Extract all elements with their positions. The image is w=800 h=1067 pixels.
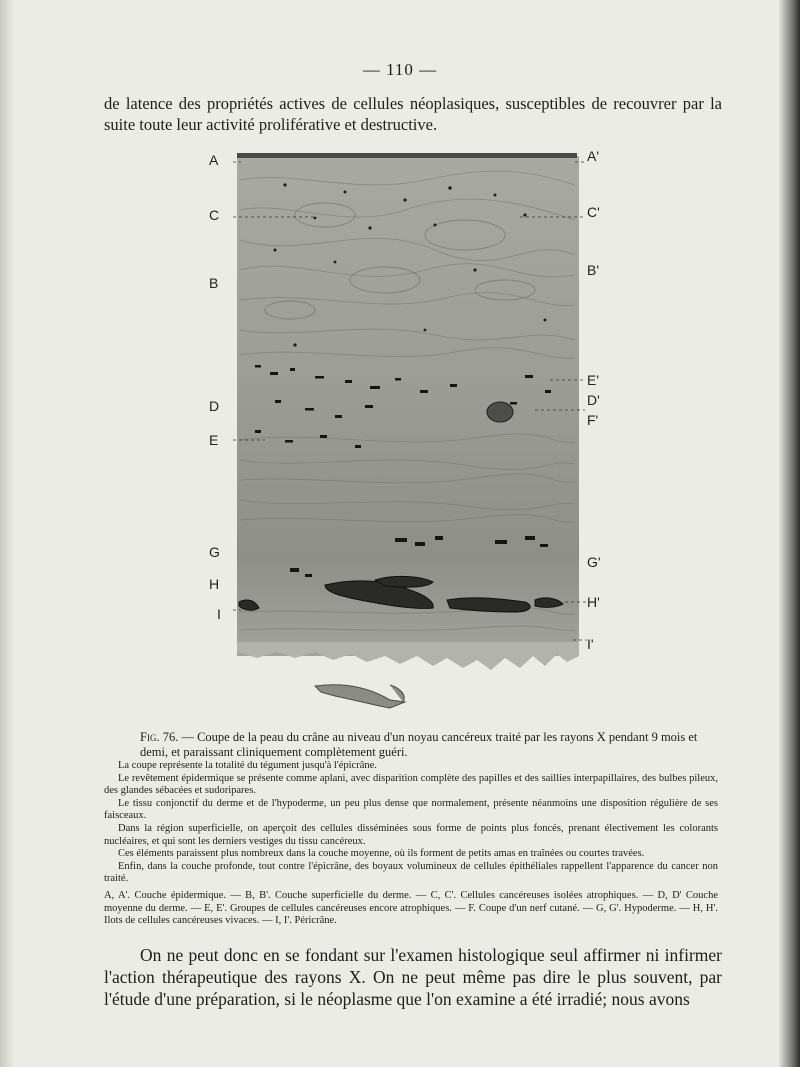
figure-legend: A, A'. Couche épidermique. — B, B'. Couche superficielle du derme. — C, C'. Cellules cancéreuses isolées atrophiques. — D, D' Couche moyenne du derme. — E, E'. Groupes de cellules cancéreuses encore atrophiques. — F. Coupe d'un nerf cutané. — G, G'. Hypoderme. — H, H'. Ilots de cellules cancéreuses vivaces. — I, I'. Péricrâne.	[104, 889, 718, 927]
figure-label-right-4: E'	[587, 372, 600, 388]
caption-paragraph: Le revêtement épidermique se présente comme aplani, avec disparition complète des papilles et des saillies interpapillaires, des bulbes pileux, des glandes sébacées et sudoripares.	[104, 772, 718, 797]
caption-paragraph: Dans la région superficielle, on aperçoit des cellules disséminées sous forme de points plus foncés, prenant électivement les colorants nucléaires, et qui sont les derniers vestiges du tissu cancéreux.	[104, 822, 718, 847]
figure-label-left-1: A	[209, 152, 219, 168]
caption-paragraph: Enfin, dans la couche profonde, tout contre l'épicrâne, des boyaux volumineux de cellules épithéliales rappellent l'apparence du cancer non traité.	[104, 860, 718, 885]
figure-label-right-8: H'	[587, 594, 600, 610]
skin-section-illustration	[195, 140, 615, 730]
page-edge-shadow-right	[778, 0, 800, 1067]
intro-paragraph: de latence des propriétés actives de cellules néoplasiques, susceptibles de recouvrer par la suite toute leur activité proliférative et destructive.	[104, 94, 722, 134]
figure-label-left-5: E	[209, 432, 219, 448]
figure-label-left-7: H	[209, 576, 220, 592]
figure-label-right-6: F'	[587, 412, 599, 428]
epidermis-layer	[237, 153, 577, 158]
caption-paragraph: La coupe représente la totalité du tégument jusqu'à l'épicrâne.	[118, 760, 377, 771]
figure-number: Fig. 76.	[140, 730, 179, 744]
figure-label-left-4: D	[209, 398, 220, 414]
figure-label-left-2: C	[209, 207, 220, 223]
figure-caption-title-text: — Coupe de la peau du crâne au niveau d'un noyau cancéreux traité par les rayons X pendant 9 mois et demi, et paraissant cliniquement complètement guéri.	[140, 730, 698, 759]
figure-label-left-6: G	[209, 544, 220, 560]
caption-paragraph: Le tissu conjonctif du derme et de l'hypoderme, un peu plus dense que normalement, présente néanmoins une disposition régulière de ses faisceaux.	[104, 797, 718, 822]
caption-paragraph: Ces éléments paraissent plus nombreux dans la couche moyenne, où ils forment de petits amas en traînées ou courtes travées.	[118, 848, 645, 860]
detached-tissue-fragment	[315, 685, 405, 708]
figure-label-left-8: I	[217, 606, 221, 622]
figure-caption-body	[104, 760, 718, 928]
figure-label-right-3: B'	[587, 262, 600, 278]
closing-paragraph	[104, 944, 722, 1010]
histology-figure	[195, 140, 615, 730]
cutaneous-nerf-section	[487, 402, 513, 422]
page-edge-shadow-left	[0, 0, 14, 1067]
figure-caption-title	[140, 730, 712, 760]
figure-label-right-9: I'	[587, 636, 594, 652]
page-number: — 110 —	[362, 60, 438, 79]
figure-label-right-5: D'	[587, 392, 600, 408]
figure-label-right-1: A'	[587, 148, 600, 164]
figure-label-right-2: C'	[587, 204, 600, 220]
figure-label-right-7: G'	[587, 554, 601, 570]
closing-paragraph-text: On ne peut donc en se fondant sur l'examen histologique seul affirmer ni infirmer l'action thérapeutique des rayons X. On ne peut même pas dire le plus souvent, par l'étude d'une préparation, si le néoplasme que l'on examine a été irradié; nous avons	[104, 945, 722, 1009]
figure-label-left-3: B	[209, 275, 219, 291]
